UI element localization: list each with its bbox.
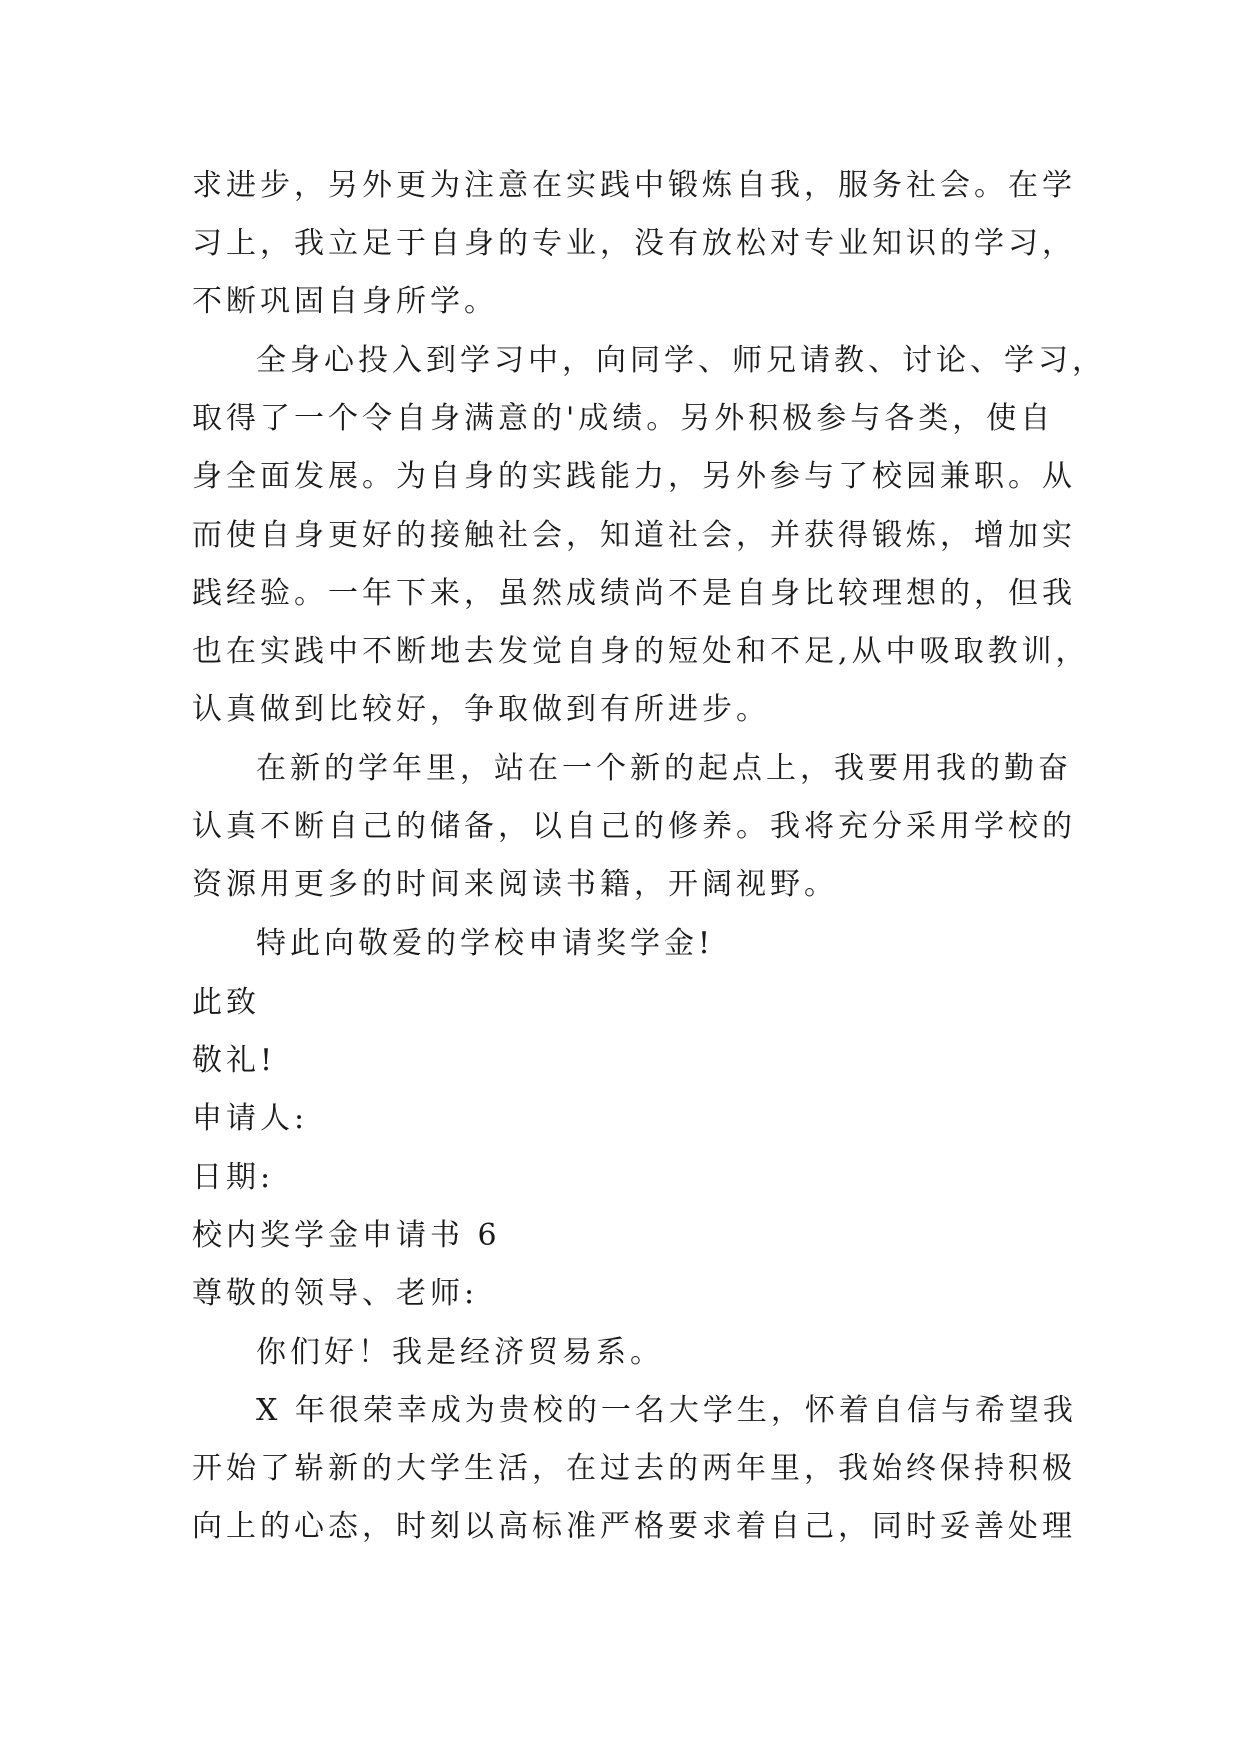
paragraph-start-line: X 年很荣幸成为贵校的一名大学生，怀着自信与希望我 <box>256 1393 1077 1428</box>
closing-request-line: 特此向敬爱的学校申请奖学金! <box>256 926 715 961</box>
paragraph-start-line: 在新的学年里，站在一个新的起点上，我要用我的勤奋 <box>256 751 1072 786</box>
greeting-line: 尊敬的领导、老师: <box>192 1276 479 1311</box>
text-line: 习上，我立足于自身的专业，没有放松对专业知识的学习， <box>192 226 1076 261</box>
text-line: 认真做到比较好，争取做到有所进步。 <box>192 692 770 727</box>
paragraph-start-line: 全身心投入到学习中，向同学、师兄请教、讨论、学习， <box>256 343 1106 378</box>
salutation-line: 此致 <box>192 985 260 1020</box>
text-line: 资源用更多的时间来阅读书籍，开阔视野。 <box>192 867 838 902</box>
text-line: 践经验。一年下来，虽然成绩尚不是自身比较理想的，但我 <box>192 576 1076 611</box>
text-line: 而使自身更好的接触社会，知道社会，并获得锻炼，增加实 <box>192 518 1076 553</box>
text-line: 开始了崭新的大学生活，在过去的两年里，我始终保持积极 <box>192 1451 1076 1486</box>
text-line: 不断巩固自身所学。 <box>192 284 498 319</box>
text-line: 认真不断自己的储备，以自己的修养。我将充分采用学校的 <box>192 809 1076 844</box>
text-line: 取得了一个令自身满意的'成绩。另外积极参与各类，使自 <box>192 401 1055 436</box>
text-line: 身全面发展。为自身的实践能力，另外参与了校园兼职。从 <box>192 459 1076 494</box>
applicant-label: 申请人: <box>192 1101 309 1136</box>
salutation-line: 敬礼! <box>192 1043 277 1078</box>
text-line: 也在实践中不断地去发觉自身的短处和不足,从中吸取教训， <box>192 634 1090 669</box>
date-label: 日期: <box>192 1160 275 1195</box>
paragraph-start-line: 你们好！我是经济贸易系。 <box>256 1335 664 1370</box>
section-heading: 校内奖学金申请书 6 <box>192 1218 501 1253</box>
text-line: 向上的心态，时刻以高标准严格要求着自己，同时妥善处理 <box>192 1509 1076 1544</box>
text-line: 求进步，另外更为注意在实践中锻炼自我，服务社会。在学 <box>192 168 1076 203</box>
